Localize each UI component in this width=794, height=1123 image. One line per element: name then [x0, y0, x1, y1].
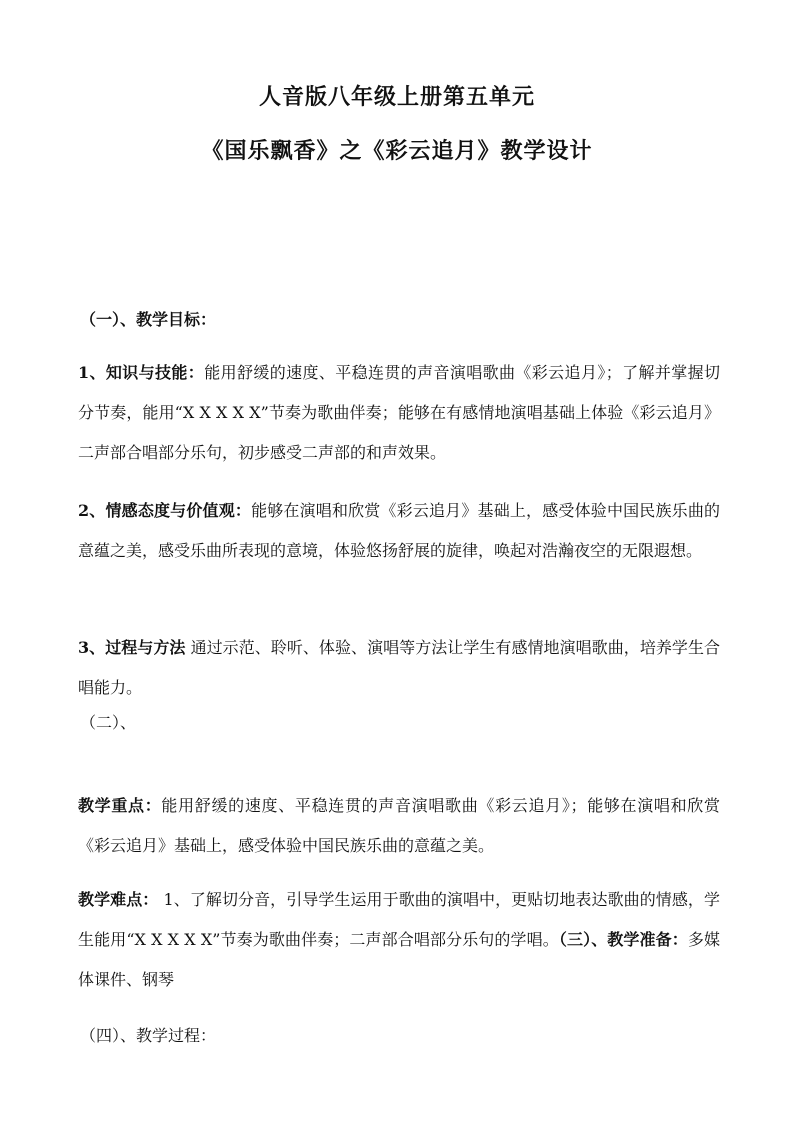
difficulties-label: 教学难点： [78, 890, 159, 909]
difficulties-text: 1、了解切分音，引导学生运用于歌曲的演唱中，更贴切地表达歌曲的情感，学生能用“X X X X X”节奏为歌曲伴奏；二声部合唱部分乐句的学唱。 [78, 890, 720, 949]
process-methods-text: 通过示范、聆听、体验、演唱等方法让学生有感情地演唱歌曲，培养学生合唱能力。 [78, 638, 720, 697]
knowledge-skills-label: 1、知识与技能： [78, 363, 205, 382]
knowledge-skills-text: 能用舒缓的速度、平稳连贯的声音演唱歌曲《彩云追月》；了解并掌握切分节奏，能用“X X X X X”节奏为歌曲伴奏；能够在有感情地演唱基础上体验《彩云追月》二声部合唱部分乐句，初步感受二声部的和声效果。 [78, 363, 720, 462]
paragraph-knowledge-skills [78, 353, 720, 473]
preparation-text: 多媒体课件、钢琴 [78, 930, 720, 989]
paragraph-process-methods [78, 628, 720, 708]
section-heading-process: （四）、教学过程： [80, 1026, 217, 1045]
key-points-label: 教学重点： [78, 796, 162, 815]
document-title-line1: 人音版八年级上册第五单元 [258, 84, 535, 110]
document-title-line2: 《国乐飘香》之《彩云追月》教学设计 [201, 138, 593, 164]
process-methods-label: 3、过程与方法 [78, 638, 186, 657]
preparation-label: （三）、教学准备： [558, 930, 688, 949]
section-heading-two: （二）、 [80, 713, 137, 732]
emotion-values-label: 2、情感态度与价值观： [78, 501, 252, 520]
key-points-text: 能用舒缓的速度、平稳连贯的声音演唱歌曲《彩云追月》；能够在演唱和欣赏《彩云追月》基础上，感受体验中国民族乐曲的意蕴之美。 [78, 796, 720, 855]
emotion-values-text: 能够在演唱和欣赏《彩云追月》基础上，感受体验中国民族乐曲的意蕴之美，感受乐曲所表现的意境，体验悠扬舒展的旋律，唤起对浩瀚夜空的无限遐想。 [78, 501, 720, 560]
section-heading-objectives: （一）、教学目标： [80, 310, 217, 329]
paragraph-emotion-values [78, 491, 720, 571]
paragraph-difficulties [78, 880, 720, 1000]
paragraph-key-points [78, 786, 720, 866]
